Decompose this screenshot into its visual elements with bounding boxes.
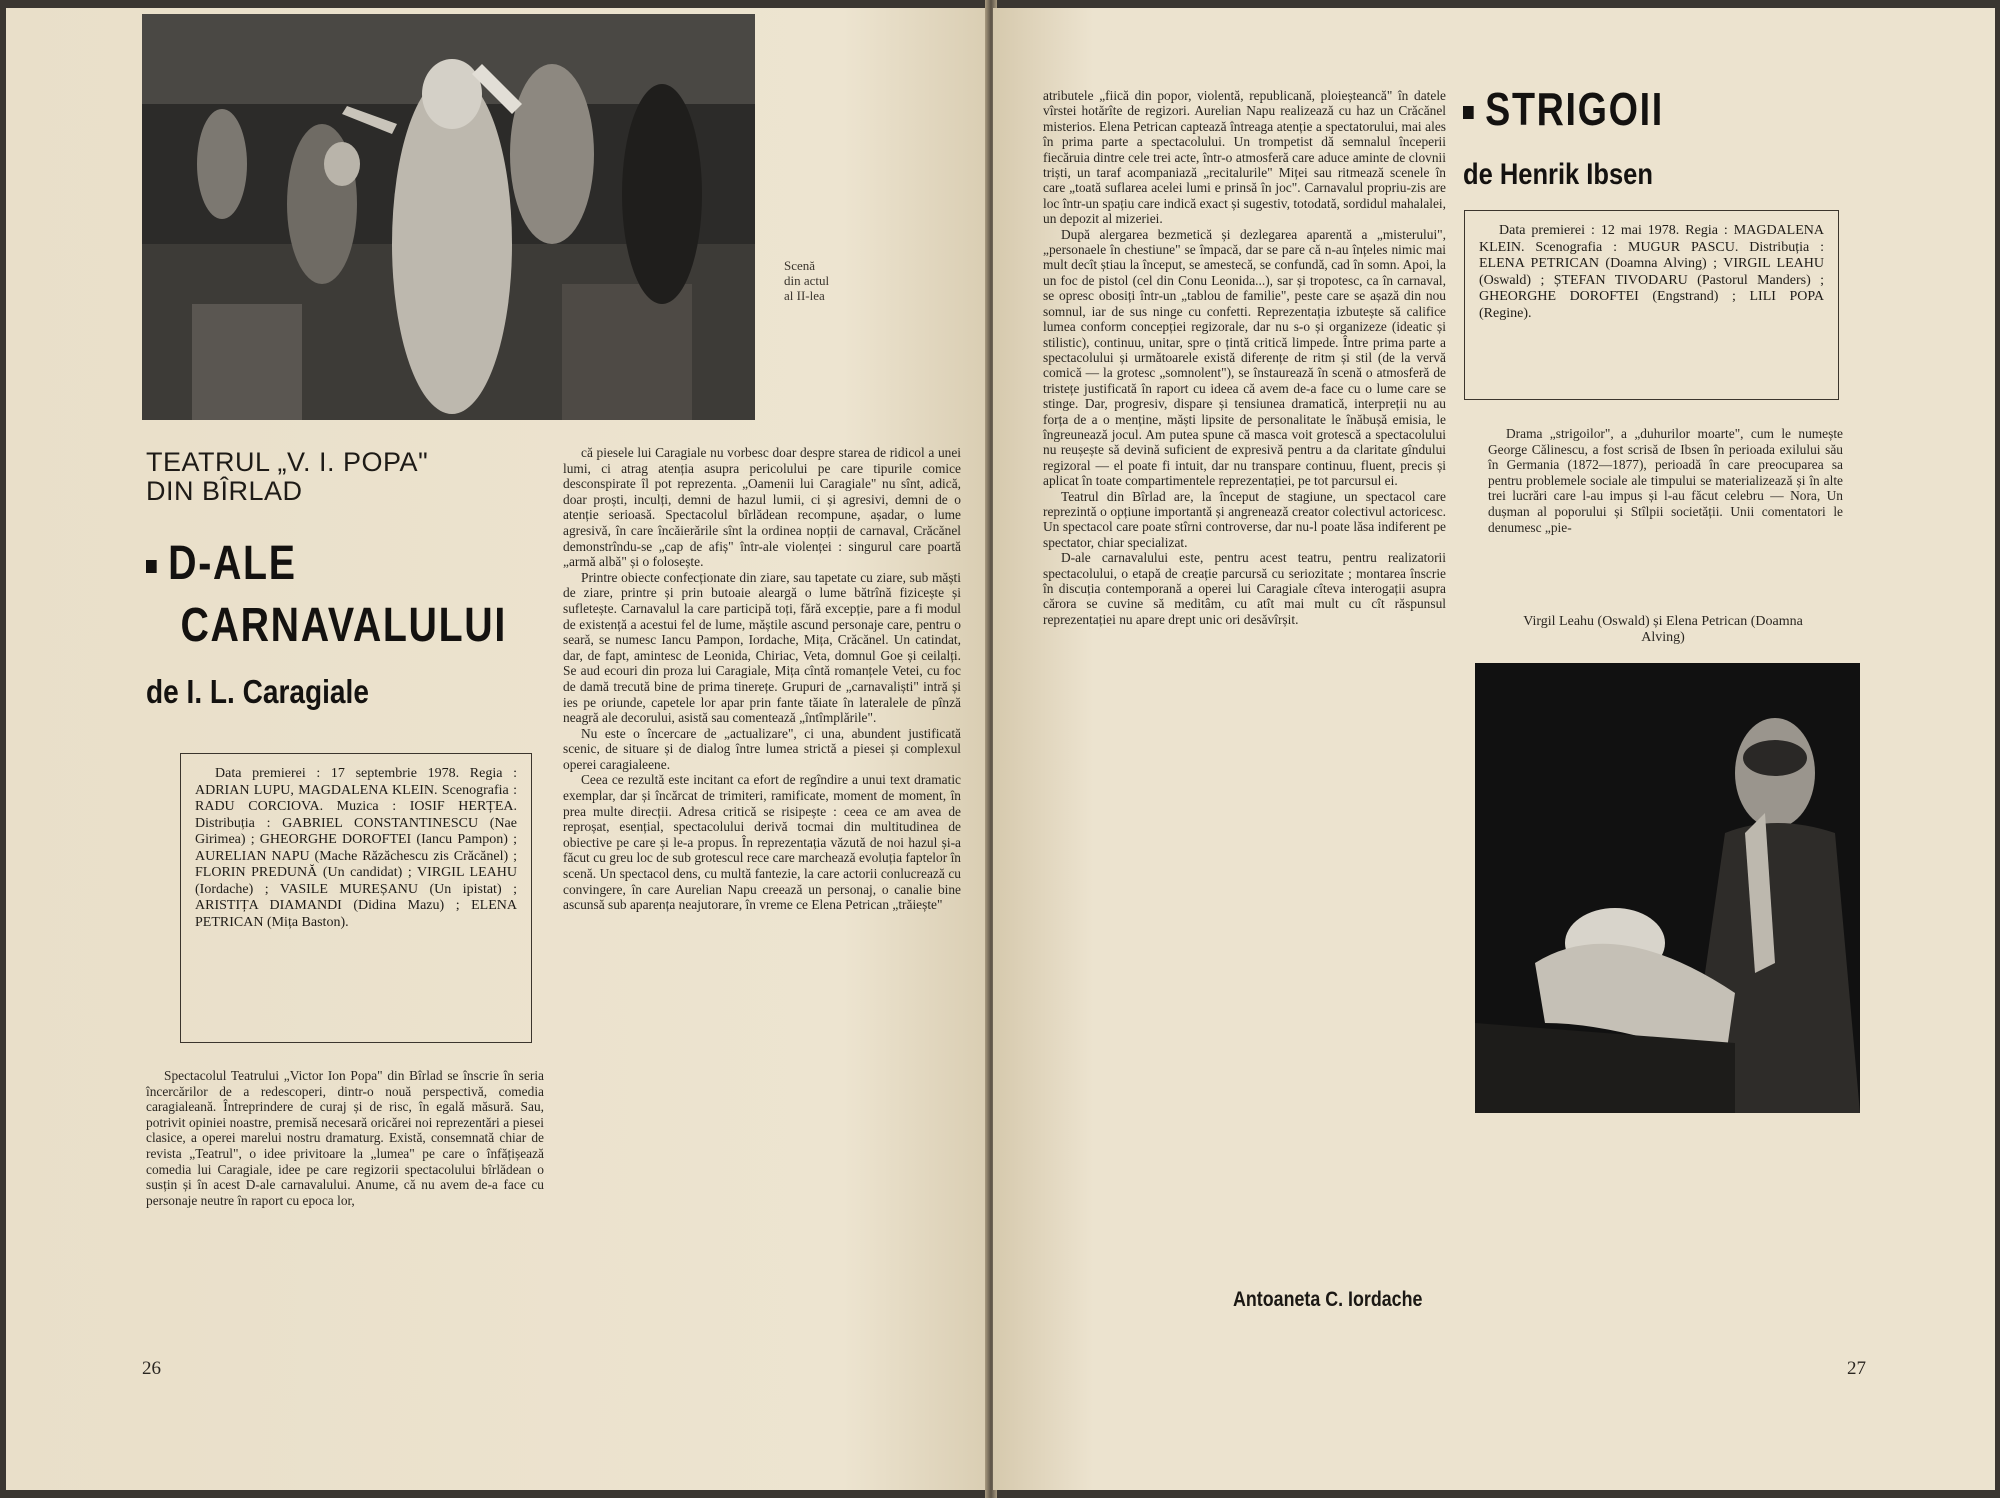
play-title [146, 533, 586, 657]
right-column-1 [1043, 88, 1446, 627]
stage-photo-strigoii [1475, 663, 1860, 1113]
intro-paragraph [1488, 426, 1843, 535]
page-number: 27 [1847, 1358, 1866, 1379]
article-signature: Antoaneta C. Iordache [1233, 1288, 1423, 1311]
play-author-ibsen: de Henrik Ibsen [1463, 158, 1653, 191]
paragraph: că piesele lui Caragiale nu vorbesc doar despre starea de ridicol a unei lumi, ci atrag atenția asupra pericolului pe care tipurile comice desconspirate îl pot reprezenta. „Oamenii lui Caragiale" nu sînt, adică, doar proști, inculți, demni de hazul lumii, ci și agresivi, demni de o atenție serioasă. Spectacolul bîrlădean recompune, așadar, o lume agresivă, în care încăierările sînt la ordinea nopții de carnaval, Crăcănel demonstrîndu-se „cap de afiș" într-ale violenței : singurul care poartă „armă albă" și o folosește. [563, 445, 961, 570]
paragraph: Spectacolul Teatrului „Victor Ion Popa" din Bîrlad se înscrie în seria încercărilor de a redescoperi, dintr-o nouă perspectivă, comedia caragialeană. Întreprindere de curaj și de risc, în egală măsură. Sau, potrivit opiniei noastre, premisă necesară oricărei noi reprezentări a piesei clasice, a operei marelui nostru dramaturg. Există, consemnată chiar de revista „Teatrul", o idee privitoare la „lumea" pe care o înfățișează comedia lui Caragiale, idee pe care regizorii spectacolului bîrlădean o susțin și în acest D-ale carnavalului. Anume, că nu avem de-a face cu personaje neutre în raport cu epoca lor, [146, 1068, 544, 1208]
caption-line: Scenă [784, 258, 816, 273]
paragraph: Printre obiecte confecționate din ziare, sau tapetate cu ziare, sub măști de ziare, printre și prin butoaie aleargă o lume bătrînă fizicește și sufletește. Carnavalul la care participă toți, fără excepție, pare a fi modul de existență a acestui fel de lume, măștile ascund personaje care, pentru o seară, se numesc Iancu Pampon, Iordache, Mița, Crăcănel. Un catindat, dar, de fapt, amintesc de Leonida, Chiriac, Veta, domnul Goe și ceilalți. Se aud ecouri din proza lui Caragiale, Mița cîntă romanțele Vetei, cu foc de damă trecută bine de prima tinerețe. Grupuri de „carnavaliști" intră și ies pe oriunde, capetele lor apar prin fante tăiate în lateralele de pînză neagră ale decorului, asistă sau comentează „întîmplările". [563, 569, 961, 726]
page-number: 26 [142, 1358, 161, 1379]
title-line: CARNAVALULUI [180, 599, 507, 652]
left-page [6, 8, 991, 1490]
title-text: STRIGOII [1485, 83, 1664, 135]
stage-photo-carnival [142, 14, 755, 420]
theatre-line: DIN BÎRLAD [146, 476, 303, 506]
right-page [993, 8, 1995, 1490]
photo-caption-strigoii: Virgil Leahu (Oswald) și Elena Petrican (Doamna Alving) [1523, 614, 1803, 645]
paragraph: D-ale carnavalului este, pentru acest teatru, pentru realizatorii spectacolului, o etapă de creație parcursă cu seriozitate ; montarea înscrie în discuția contemporană a operei lui Caragiale cîteva interogații asupra cărora se cuvine să meditâm, cu atît mai mult cu cît răspunsul reprezentației nu apare drept unic ori desăvîrșit. [1043, 550, 1446, 627]
bullet-icon [146, 560, 157, 573]
photo-caption [784, 258, 864, 303]
credits-text: Data premierei : 12 mai 1978. Regia : MAGDALENA KLEIN. Scenografia : MUGUR PASCU. Distribuția : ELENA PETRICAN (Doamna Alving) ; VIRGIL LEAHU (Oswald) ; ȘTEFAN TIVODARU (Pastorul Manders) ; GHEORGHE DOROFTEI (Engstrand) ; LILI POPA (Regine). [1479, 223, 1824, 321]
paragraph: atributele „fiică din popor, violentă, republicană, ploieșteancă" în datele vîrstei hotărîte de regizori. Aurelian Napu realizează cu haz un Crăcănel misterios. Elena Petrican captează întreaga atenție a spectatorului, mai ales în prima parte a spectacolului. Un trompetist dă semnalul începerii fiecăruia dintre cele trei acte, într-o atmosferă care aduce aminte de clovnii triști, un taraf acompaniază „recitalurile" Miței sau ritmează scenele în care „toată suflarea acelei lumi e prinsă în joc". Carnavalul propriu-zis are loc într-un spațiu care indică exact și sugestiv, totodată, sordidul mahalalei, un depozit al mizeriei. [1043, 88, 1446, 227]
paragraph: Nu este o încercare de „actualizare", ci una, abundent justificată scenic, de situare și de dialog între lumea strictă a piesei și complexul operei caragialeene. [563, 725, 961, 772]
paragraph: Ceea ce rezultă este incitant ca efort de regîndire a unui text dramatic exemplar, dar și încărcat de trimiteri, ramificate, moment de moment, în prea multe direcții. Adresa critică se risipește : ceea ce am avea de reproșat, esențial, spectacolului derivă tocmai din multitudinea de obiective pe care și le-a propus. În reprezentația văzută de noi hazul și-a făcut cu greu loc de sub grotescul rece care marchează evoluția faptelor în scenă. Un spectacol dens, cu multă fantezie, la care actorii conlucrează cu convingere, în care Aurelian Napu creează un personaj, o canalie bine ascunsă sub aparența neajutorare, în vreme ce Elena Petrican „trăiește" [563, 772, 961, 913]
paragraph: Drama „strigoilor", a „duhurilor moarte", cum le numește George Călinescu, a fost scrisă de Ibsen în perioada exilului său în Germania (1872—1877), perioadă în care preocuparea sa pentru problemele sociale ale timpului se materializează și în alte trei lucrări care l-au impus și l-au făcut celebru — Nora, Un dușman al poporului și Stîlpii societății. Unii comentatori le denumesc „pie- [1488, 426, 1843, 535]
credits-text: Data premierei : 17 septembrie 1978. Regia : ADRIAN LUPU, MAGDALENA KLEIN. Scenografia : RADU CORCIOVA. Muzica : IOSIF HERȚEA. Distribuția : GABRIEL CONSTANTINESCU (Nae Girimea) ; GHEORGHE DOROFTEI (Iancu Pampon) ; AURELIAN NAPU (Mache Răzăchescu zis Crăcănel) ; FLORIN PREDUNĂ (Un candidat) ; VIRGIL LEAHU (Iordache) ; VASILE MUREȘANU (Un ipistat) ; ARISTIȚA DIAMANDI (Didina Mazu) ; ELENA PETRICAN (Mița Baston). [195, 766, 517, 930]
left-column-2 [563, 445, 961, 913]
paragraph: După alergarea bezmetică și dezlegarea aparentă a „misterului", „personaele în chestiune" se împacă, dar se pare că n-au înțeles nimic mai mult decît știau la început, se amestecă, se confundă, cad în somn. Apoi, la un foc de pistol (cel din Conu Leonida...), sar și tropotesc, ca în carnaval, se opresc obosiți într-un „tablou de familie", peste care se așază din nou somnul, iar de sus ninge cu confetti. Reprezentația izbutește să califice lumea conform concepției regizorale, dar nu s-o și organizeze (ideatic și stilistic), continuu, unitar, spre o țintă critică limpede. Între prima parte a spectacolului și următoarele există diferențe de ritm și stil (de la vervă comică — la grotesc „somnolent"), se înstaurează în scenă o atmosferă de tristețe justificată în raport cu ideea că avem de-a face cu o lume care se stinge. Dar, progresiv, dispare și tensiunea dramatică, interpreții nu au forța de a o menține, măști lipsite de personalitate le înăbușă emisia, le îngreunează jocul. Am putea spune că masca voit grotescă a spectacolului nu reușește să devină suficient de expresivă pentru a da claritate gîndului regizoral — el poate fi intuit, dar nu transpare continuu, fluent, precis și aplicat în toate compartimentele reprezentației, pe tot parcursul ei. [1043, 226, 1446, 489]
theatre-name [146, 448, 428, 506]
credits-box-strigoii [1464, 210, 1839, 400]
caption-line: al II-lea [784, 288, 825, 303]
paragraph: Teatrul din Bîrlad are, la început de stagiune, un spectacol care reprezintă o opțiune importantă și angrenează creator colectivul actoricesc. Un spectacol care poate stîrni controverse, dar nu-l poate lăsa indiferent pe spectator, chiar specializat. [1043, 488, 1446, 550]
stage-photo-image [142, 14, 755, 420]
theatre-line: TEATRUL „V. I. POPA" [146, 447, 429, 477]
credits-box [180, 753, 532, 1043]
stage-photo-image [1475, 663, 1860, 1113]
caption-line: din actul [784, 273, 830, 288]
play-title-strigoii [1463, 78, 1708, 140]
play-author: de I. L. Caragiale [146, 673, 369, 710]
left-column-1 [146, 1068, 544, 1208]
title-line: D-ALE [168, 537, 297, 590]
bullet-icon [1463, 106, 1474, 119]
